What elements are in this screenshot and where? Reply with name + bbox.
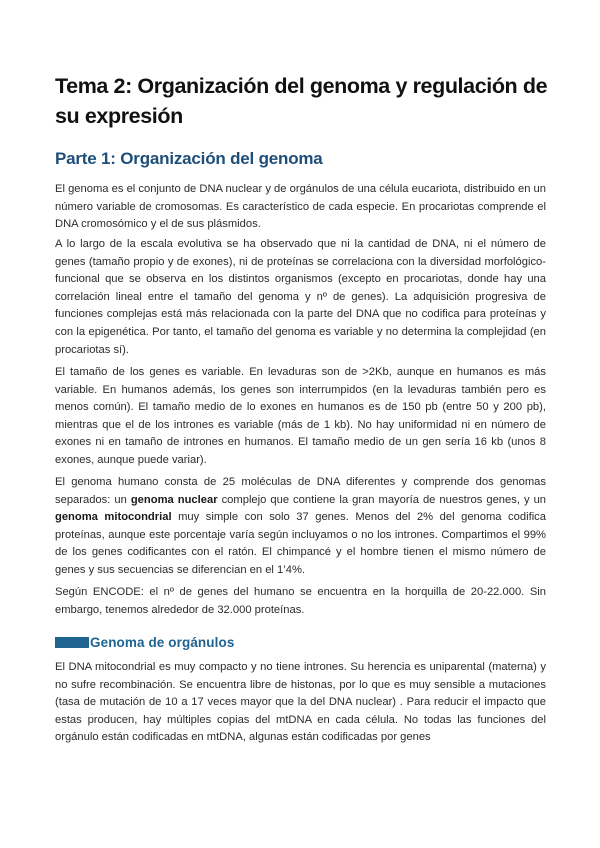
paragraph-dna-mitocondrial: El DNA mitocondrial es muy compacto y no tiene intrones. Su herencia es uniparental (materna) y no sufre recombinación. Se encuentra libre de histonas, por lo que es muy sensible a mutaciones (tasa de mutación de 10 a 17 veces mayor que la del DNA nuclear) . Para reducir el impacto que estas producen, hay múltiples copias del mtDNA en cada célula. No todas las funciones del orgánulo están codificadas en mtDNA, algunas están codificadas por genes — [55, 661, 546, 744]
subsection-heading-text: Genoma de orgánulos — [90, 634, 235, 650]
text-run: complejo que contiene la gran mayoría de nuestros genes, y un — [217, 493, 547, 506]
text-run: El genoma humano consta de 25 moléculas de DNA diferentes y comprende dos genomas separados: un — [55, 476, 546, 506]
paragraph-genoma-humano — [55, 474, 546, 580]
paragraph-encode: Según ENCODE: el nº de genes del humano se encuentra en la horquilla de 20-22.000. Sin embargo, tenemos alrededor de 32.000 proteínas. — [55, 586, 546, 616]
paragraph-tamano-genes: El tamaño de los genes es variable. En levaduras son de >2Kb, aunque en humanos es más variable. En humanos además, los genes son interrumpidos (en la levaduras también pero es menos común). El tamaño medio de lo exones en humanos es de 150 pb (entre 50 y 200 pb), mientras que el de los intrones es variable (más de 1 kb). No hay uniformidad ni en número de exones ni en tamaño de intrones en humanos. El tamaño medio de un gen sería 16 kb (unos 8 exones, aunque puede variar). — [55, 366, 546, 466]
bold-genoma-nuclear: genoma nuclear — [130, 493, 218, 506]
document-title: Tema 2: Organización del genoma y regulación de su expresión — [55, 74, 548, 128]
subsection-heading-organulos — [55, 633, 234, 651]
text-run: muy simple con solo 37 genes. Menos del 2% del genoma codifica proteínas, aunque este porcentaje varía según incluyamos o no los intrones. Compartimos el 99% de los genes codificantes con el ratón. El chimpancé y el hombre tienen el mismo número de genes y sus secuencias se diferencian en el 1’4%. — [55, 511, 546, 576]
paragraph-escala-evolutiva: A lo largo de la escala evolutiva se ha observado que ni la cantidad de DNA, ni el número de genes (tamaño propio y de exones), ni de proteínas se correlaciona con la diversidad morfológico-funcional que se observa en los distintos organismos (excepto en procariotas, donde hay una correlación lineal entre el tamaño del genoma y nº de genes). La adquisición progresiva de funciones complejas está más relacionada con la parte del DNA que no codifica para proteínas y con la epigenética. Por tanto, el tamaño del genoma es variable y no determina la complejidad (en procariotas sí). — [55, 238, 546, 356]
paragraph-genoma-definicion: El genoma es el conjunto de DNA nuclear y de orgánulos de una célula eucariota, distribuido en un número variable de cromosomas. Es característico de cada especie. En procariotas comprende el DNA cromosómico y el de sus plásmidos. — [55, 183, 546, 231]
bold-genoma-mitocondrial: genoma mitocondrial — [55, 511, 172, 524]
heading-accent-bar — [55, 637, 89, 648]
section-heading-parte-1: Parte 1: Organización del genoma — [55, 149, 323, 168]
